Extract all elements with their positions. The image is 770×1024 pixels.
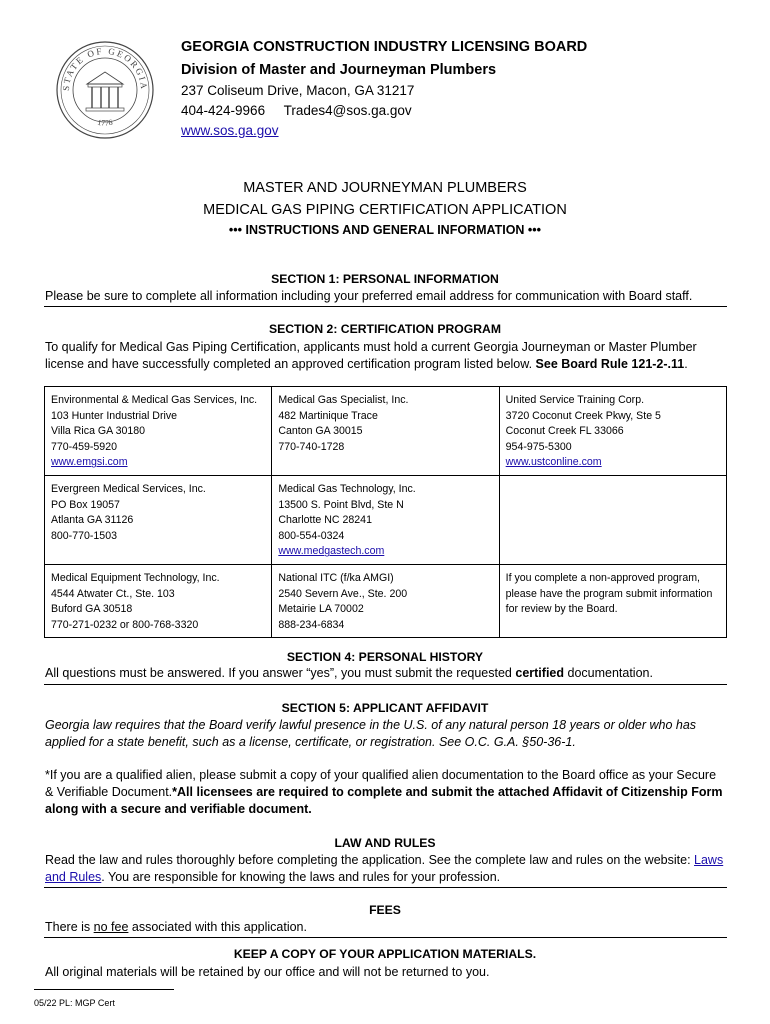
section4-heading: SECTION 4: PERSONAL HISTORY: [286, 650, 484, 664]
provider-detail: 4544 Atwater Ct., Ste. 103: [51, 587, 175, 600]
provider-row: [45, 387, 727, 476]
provider-detail: 770-459-5920: [51, 440, 117, 453]
form-title-line2: MEDICAL GAS PIPING CERTIFICATION APPLICATION: [203, 202, 567, 218]
fees-rule: [44, 937, 727, 938]
provider-website-link[interactable]: www.emgsi.com: [51, 456, 128, 469]
provider-row: [45, 565, 727, 638]
provider-row: [45, 476, 727, 565]
provider-cell: [45, 387, 272, 476]
provider-detail: 800-770-1503: [51, 529, 117, 542]
provider-detail: PO Box 19057: [51, 498, 120, 511]
contact-line: [181, 103, 412, 118]
lawful-presence-text: Georgia law requires that the Board verify lawful presence in the U.S. of any natural person 18 years or older who has applied for a state benefit, such as a license, certificate, or registration. See O.C. G.A. §50-36-1.: [45, 718, 697, 749]
provider-website-link[interactable]: www.medgastech.com: [278, 545, 385, 558]
provider-name: If you complete a non-approved program, please have the program submit information for review by the Board.: [505, 572, 713, 616]
provider-detail: Buford GA 30518: [51, 603, 133, 616]
seal-text-year: 1776: [96, 117, 114, 128]
section1-heading: SECTION 1: PERSONAL INFORMATION: [271, 272, 499, 286]
section5-heading: SECTION 5: APPLICANT AFFIDAVIT: [281, 701, 489, 715]
board-email: Trades4@sos.ga.gov: [283, 103, 412, 118]
provider-detail: Charlotte NC 28241: [278, 514, 372, 527]
provider-name: National ITC (f/ka AMGI): [278, 572, 394, 584]
provider-name: Evergreen Medical Services, Inc.: [51, 483, 206, 495]
form-title-line3: ••• INSTRUCTIONS AND GENERAL INFORMATION •••: [228, 223, 542, 237]
provider-cell: [499, 476, 726, 565]
provider-detail: 3720 Coconut Creek Pkwy, Ste 5: [505, 409, 661, 422]
provider-cell: [45, 565, 272, 638]
seal-text-state: STATE OF GEORGIA: [60, 45, 150, 92]
provider-detail: 482 Martinique Trace: [278, 409, 378, 422]
svg-text:1776: [97, 118, 114, 128]
law-text: Read the law and rules thoroughly before completing the application. See the complete law and rules on the website: Laws and Rules. You are responsible for knowing the laws and rules for your profession.: [45, 853, 724, 884]
provider-detail: 770-740-1728: [278, 440, 345, 453]
provider-name: Environmental & Medical Gas Services, Inc.: [51, 394, 258, 406]
board-phone: 404-424-9966: [181, 103, 266, 118]
section4-rule: [44, 684, 727, 685]
approved-providers-table: [44, 386, 727, 638]
provider-name: United Service Training Corp.: [505, 394, 645, 406]
provider-detail: Metairie LA 70002: [278, 603, 364, 616]
section1-text: Please be sure to complete all information including your preferred email address for communication with Board staff.: [45, 289, 693, 303]
board-address: 237 Coliseum Drive, Macon, GA 31217: [181, 83, 415, 98]
board-rule-ref: See Board Rule 121-2-.11: [535, 357, 685, 371]
provider-detail: 770-271-0232 or 800-768-3320: [51, 618, 199, 631]
provider-detail: 800-554-0324: [278, 529, 345, 542]
provider-cell: [272, 565, 499, 638]
qualified-alien-text: *If you are a qualified alien, please submit a copy of your qualified alien documentation to the Board office as your Secure & Verifiable Document.*All licensees are required to complete and submit the attached Affidavit of Citizenship Form along with a secure and verifiable document.: [45, 768, 723, 816]
fees-text: There is no fee associated with this application.: [45, 920, 307, 934]
provider-detail: 888-234-6834: [278, 618, 345, 631]
keep-copy-heading: KEEP A COPY OF YOUR APPLICATION MATERIALS.: [233, 947, 537, 961]
provider-cell: [45, 476, 272, 565]
provider-website-link[interactable]: www.ustconline.com: [505, 456, 602, 469]
law-rule: [44, 887, 727, 888]
board-name: GEORGIA CONSTRUCTION INDUSTRY LICENSING BOARD: [181, 39, 588, 55]
provider-detail: 103 Hunter Industrial Drive: [51, 409, 178, 422]
fees-heading: FEES: [369, 903, 401, 917]
board-website-link[interactable]: www.sos.ga.gov: [181, 123, 279, 138]
provider-detail: Villa Rica GA 30180: [51, 425, 146, 438]
georgia-state-seal: [55, 40, 155, 140]
section4-text: All questions must be answered. If you answer “yes”, you must submit the requested certified documentation.: [45, 666, 653, 680]
keep-copy-text: All original materials will be retained by our office and will not be returned to you.: [45, 965, 490, 979]
section1-rule: [44, 306, 727, 307]
provider-name: Medical Gas Technology, Inc.: [278, 483, 416, 495]
provider-detail: Canton GA 30015: [278, 425, 363, 438]
provider-detail: 13500 S. Point Blvd, Ste N: [278, 498, 404, 511]
provider-cell: [272, 476, 499, 565]
form-footer-code: 05/22 PL: MGP Cert: [34, 998, 115, 1008]
provider-cell: [272, 387, 499, 476]
division-name: Division of Master and Journeyman Plumbers: [181, 62, 497, 78]
law-heading: LAW AND RULES: [334, 836, 436, 850]
footer-rule: [34, 989, 174, 990]
provider-cell: [499, 565, 726, 638]
section2-text: To qualify for Medical Gas Piping Certification, applicants must hold a current Georgia Journeyman or Master Plumber license and have successfully completed an approved certification program listed below. See Board Rule 121-2-.11.: [45, 340, 697, 371]
provider-detail: Coconut Creek FL 33066: [505, 425, 624, 438]
provider-name: Medical Gas Specialist, Inc.: [278, 394, 409, 406]
provider-detail: Atlanta GA 31126: [51, 514, 134, 527]
provider-detail: 2540 Severn Ave., Ste. 200: [278, 587, 408, 600]
form-title-line1: MASTER AND JOURNEYMAN PLUMBERS: [243, 180, 527, 196]
provider-name: Medical Equipment Technology, Inc.: [51, 572, 220, 584]
laws-and-rules-link[interactable]: Laws and Rules: [45, 853, 724, 884]
section2-heading: SECTION 2: CERTIFICATION PROGRAM: [268, 322, 501, 336]
provider-detail: 954-975-5300: [505, 440, 572, 453]
provider-cell: [499, 387, 726, 476]
